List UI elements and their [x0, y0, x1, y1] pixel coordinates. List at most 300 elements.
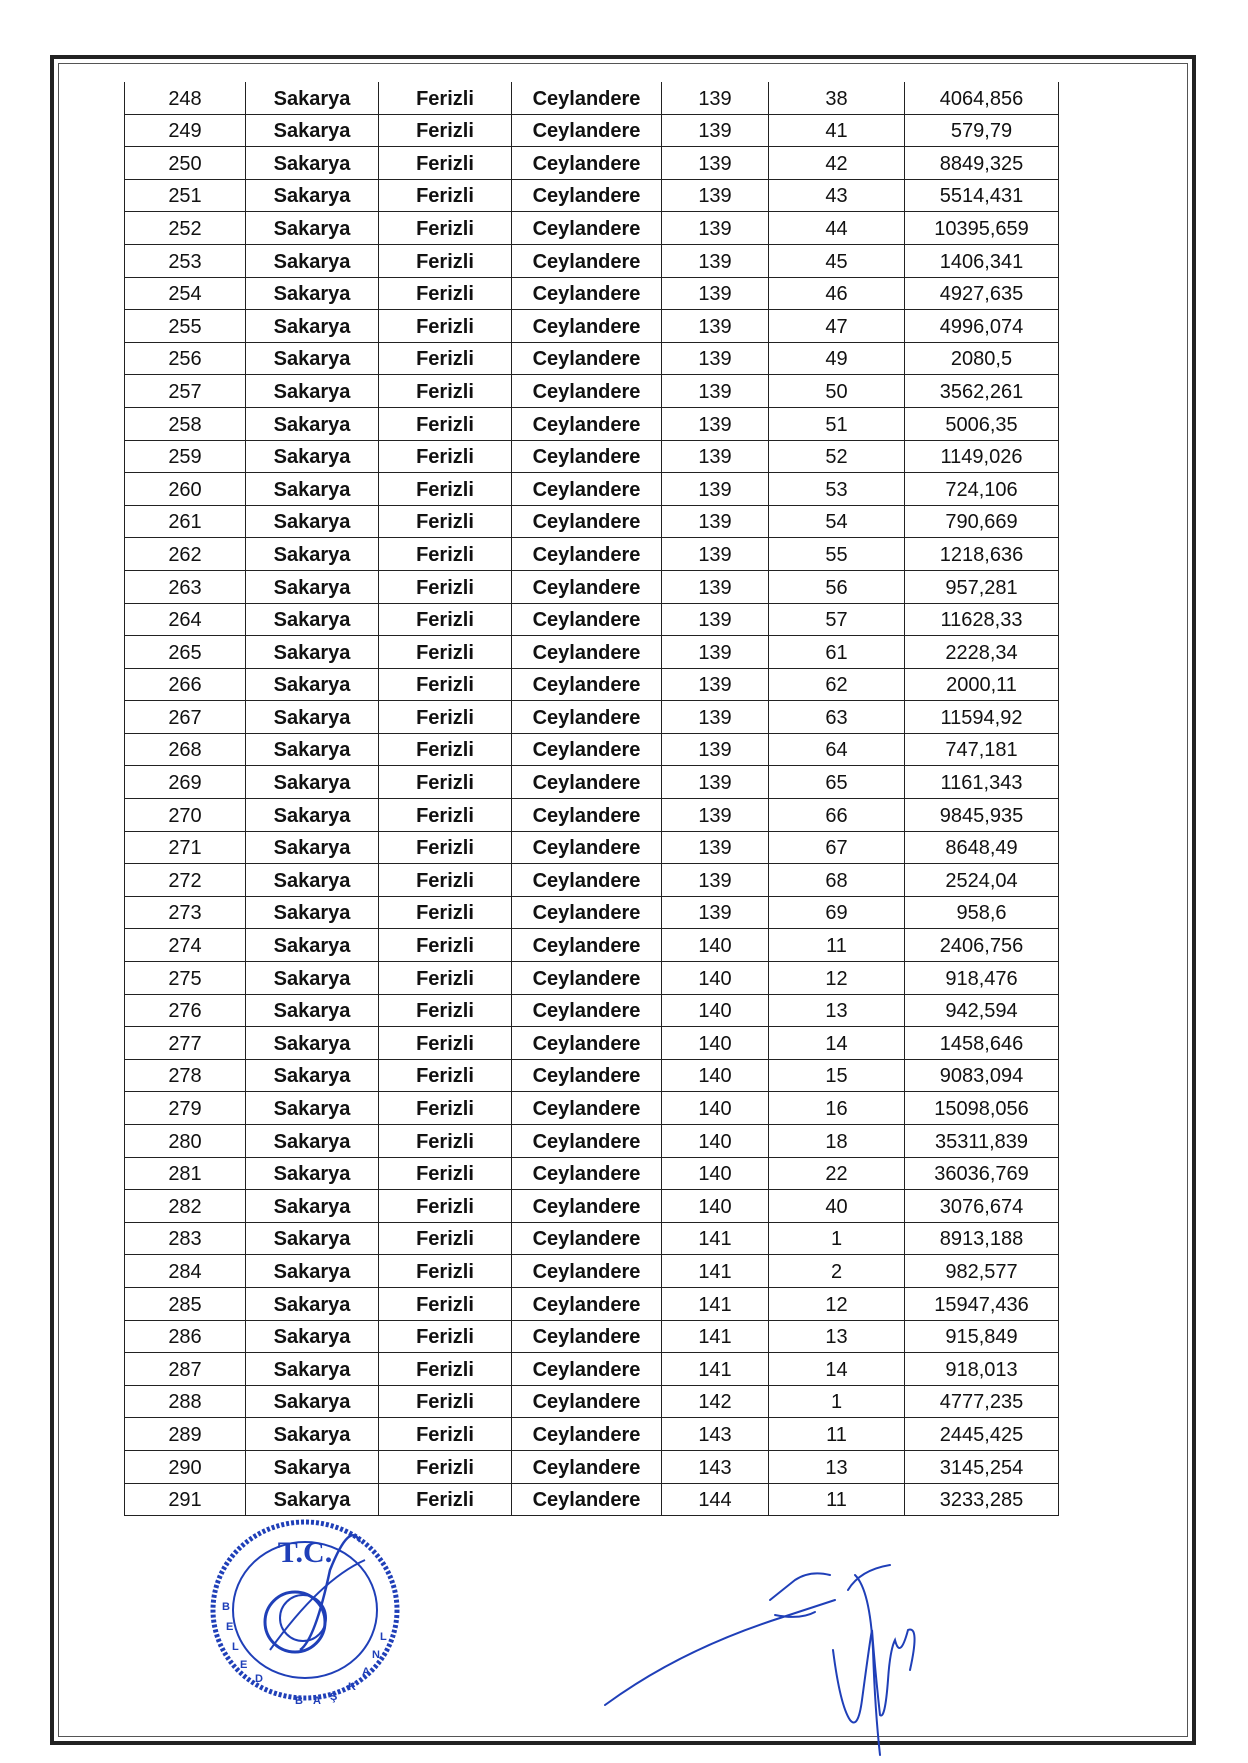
block-number-cell: 141	[662, 1287, 769, 1320]
area-cell: 982,577	[905, 1255, 1059, 1288]
district-cell: Ferizli	[379, 538, 512, 571]
block-number-cell: 139	[662, 636, 769, 669]
svg-text:E: E	[240, 1659, 248, 1671]
row-number-cell: 270	[125, 799, 246, 832]
svg-text:A: A	[313, 1695, 321, 1707]
row-number-cell: 289	[125, 1418, 246, 1451]
province-cell: Sakarya	[246, 1222, 379, 1255]
table-row	[125, 440, 1059, 473]
province-cell: Sakarya	[246, 1418, 379, 1451]
row-number-cell: 281	[125, 1157, 246, 1190]
table-row	[125, 1353, 1059, 1386]
neighborhood-cell: Ceylandere	[512, 342, 662, 375]
block-number-cell: 139	[662, 570, 769, 603]
district-cell: Ferizli	[379, 1418, 512, 1451]
province-cell: Sakarya	[246, 310, 379, 343]
block-number-cell: 140	[662, 1190, 769, 1223]
area-cell: 4777,235	[905, 1385, 1059, 1418]
district-cell: Ferizli	[379, 831, 512, 864]
row-number-cell: 253	[125, 244, 246, 277]
area-cell: 4064,856	[905, 82, 1059, 114]
official-seal	[200, 1500, 440, 1720]
parcel-number-cell: 56	[769, 570, 905, 603]
neighborhood-cell: Ceylandere	[512, 375, 662, 408]
table-row	[125, 1059, 1059, 1092]
province-cell: Sakarya	[246, 179, 379, 212]
neighborhood-cell: Ceylandere	[512, 929, 662, 962]
area-cell: 15098,056	[905, 1092, 1059, 1125]
svg-text:E: E	[226, 1621, 234, 1633]
row-number-cell: 258	[125, 407, 246, 440]
parcel-number-cell: 22	[769, 1157, 905, 1190]
province-cell: Sakarya	[246, 1092, 379, 1125]
area-cell: 3233,285	[905, 1483, 1059, 1516]
parcel-number-cell: 67	[769, 831, 905, 864]
row-number-cell: 265	[125, 636, 246, 669]
parcel-number-cell: 47	[769, 310, 905, 343]
table-row	[125, 277, 1059, 310]
neighborhood-cell: Ceylandere	[512, 1157, 662, 1190]
row-number-cell: 254	[125, 277, 246, 310]
neighborhood-cell: Ceylandere	[512, 1059, 662, 1092]
parcel-number-cell: 13	[769, 1320, 905, 1353]
row-number-cell: 276	[125, 994, 246, 1027]
block-number-cell: 139	[662, 505, 769, 538]
neighborhood-cell: Ceylandere	[512, 1125, 662, 1158]
svg-text:B: B	[295, 1695, 303, 1707]
block-number-cell: 141	[662, 1320, 769, 1353]
district-cell: Ferizli	[379, 179, 512, 212]
svg-text:A: A	[362, 1666, 370, 1678]
table-row	[125, 733, 1059, 766]
province-cell: Sakarya	[246, 929, 379, 962]
province-cell: Sakarya	[246, 82, 379, 114]
parcel-number-cell: 65	[769, 766, 905, 799]
area-cell: 8648,49	[905, 831, 1059, 864]
neighborhood-cell: Ceylandere	[512, 1190, 662, 1223]
area-cell: 942,594	[905, 994, 1059, 1027]
neighborhood-cell: Ceylandere	[512, 1450, 662, 1483]
row-number-cell: 250	[125, 147, 246, 180]
svg-text:K: K	[348, 1681, 356, 1693]
row-number-cell: 272	[125, 864, 246, 897]
parcel-number-cell: 52	[769, 440, 905, 473]
table-row	[125, 896, 1059, 929]
neighborhood-cell: Ceylandere	[512, 701, 662, 734]
province-cell: Sakarya	[246, 375, 379, 408]
parcel-number-cell: 45	[769, 244, 905, 277]
table-row	[125, 603, 1059, 636]
province-cell: Sakarya	[246, 342, 379, 375]
area-cell: 4927,635	[905, 277, 1059, 310]
district-cell: Ferizli	[379, 962, 512, 995]
parcel-number-cell: 14	[769, 1027, 905, 1060]
neighborhood-cell: Ceylandere	[512, 1027, 662, 1060]
neighborhood-cell: Ceylandere	[512, 603, 662, 636]
row-number-cell: 257	[125, 375, 246, 408]
district-cell: Ferizli	[379, 766, 512, 799]
district-cell: Ferizli	[379, 1157, 512, 1190]
table-row	[125, 994, 1059, 1027]
district-cell: Ferizli	[379, 896, 512, 929]
area-cell: 5006,35	[905, 407, 1059, 440]
parcel-number-cell: 64	[769, 733, 905, 766]
neighborhood-cell: Ceylandere	[512, 994, 662, 1027]
province-cell: Sakarya	[246, 864, 379, 897]
row-number-cell: 280	[125, 1125, 246, 1158]
block-number-cell: 143	[662, 1418, 769, 1451]
row-number-cell: 252	[125, 212, 246, 245]
area-cell: 4996,074	[905, 310, 1059, 343]
block-number-cell: 141	[662, 1255, 769, 1288]
district-cell: Ferizli	[379, 82, 512, 114]
district-cell: Ferizli	[379, 1385, 512, 1418]
row-number-cell: 251	[125, 179, 246, 212]
table-body	[125, 82, 1059, 1516]
row-number-cell: 279	[125, 1092, 246, 1125]
province-cell: Sakarya	[246, 147, 379, 180]
table-row	[125, 766, 1059, 799]
area-cell: 2080,5	[905, 342, 1059, 375]
province-cell: Sakarya	[246, 1483, 379, 1516]
parcel-number-cell: 41	[769, 114, 905, 147]
district-cell: Ferizli	[379, 864, 512, 897]
block-number-cell: 140	[662, 994, 769, 1027]
province-cell: Sakarya	[246, 733, 379, 766]
block-number-cell: 139	[662, 831, 769, 864]
area-cell: 1218,636	[905, 538, 1059, 571]
neighborhood-cell: Ceylandere	[512, 766, 662, 799]
province-cell: Sakarya	[246, 440, 379, 473]
parcel-number-cell: 43	[769, 179, 905, 212]
table-row	[125, 407, 1059, 440]
table-row	[125, 1222, 1059, 1255]
district-cell: Ferizli	[379, 1320, 512, 1353]
province-cell: Sakarya	[246, 1157, 379, 1190]
province-cell: Sakarya	[246, 505, 379, 538]
area-cell: 2228,34	[905, 636, 1059, 669]
block-number-cell: 139	[662, 147, 769, 180]
neighborhood-cell: Ceylandere	[512, 1222, 662, 1255]
table-row	[125, 375, 1059, 408]
province-cell: Sakarya	[246, 277, 379, 310]
table-row	[125, 212, 1059, 245]
table-row	[125, 114, 1059, 147]
district-cell: Ferizli	[379, 733, 512, 766]
row-number-cell: 260	[125, 473, 246, 506]
province-cell: Sakarya	[246, 1450, 379, 1483]
neighborhood-cell: Ceylandere	[512, 1255, 662, 1288]
neighborhood-cell: Ceylandere	[512, 538, 662, 571]
neighborhood-cell: Ceylandere	[512, 733, 662, 766]
parcel-number-cell: 16	[769, 1092, 905, 1125]
district-cell: Ferizli	[379, 310, 512, 343]
block-number-cell: 139	[662, 407, 769, 440]
area-cell: 5514,431	[905, 179, 1059, 212]
parcel-table	[124, 82, 1059, 1516]
row-number-cell: 287	[125, 1353, 246, 1386]
province-cell: Sakarya	[246, 1190, 379, 1223]
row-number-cell: 271	[125, 831, 246, 864]
block-number-cell: 140	[662, 929, 769, 962]
neighborhood-cell: Ceylandere	[512, 799, 662, 832]
table-row	[125, 831, 1059, 864]
province-cell: Sakarya	[246, 570, 379, 603]
area-cell: 9083,094	[905, 1059, 1059, 1092]
block-number-cell: 140	[662, 1059, 769, 1092]
province-cell: Sakarya	[246, 1027, 379, 1060]
parcel-number-cell: 68	[769, 864, 905, 897]
province-cell: Sakarya	[246, 538, 379, 571]
parcel-number-cell: 42	[769, 147, 905, 180]
block-number-cell: 140	[662, 1157, 769, 1190]
seal-title: T.C.	[277, 1536, 333, 1569]
district-cell: Ferizli	[379, 375, 512, 408]
area-cell: 1458,646	[905, 1027, 1059, 1060]
area-cell: 35311,839	[905, 1125, 1059, 1158]
block-number-cell: 141	[662, 1353, 769, 1386]
table-row	[125, 1027, 1059, 1060]
svg-text:N: N	[372, 1649, 380, 1661]
row-number-cell: 268	[125, 733, 246, 766]
area-cell: 2524,04	[905, 864, 1059, 897]
table-row	[125, 1125, 1059, 1158]
row-number-cell: 248	[125, 82, 246, 114]
row-number-cell: 255	[125, 310, 246, 343]
parcel-number-cell: 53	[769, 473, 905, 506]
table-row	[125, 1320, 1059, 1353]
district-cell: Ferizli	[379, 1287, 512, 1320]
area-cell: 3076,674	[905, 1190, 1059, 1223]
neighborhood-cell: Ceylandere	[512, 864, 662, 897]
table-row	[125, 929, 1059, 962]
block-number-cell: 139	[662, 668, 769, 701]
parcel-number-cell: 38	[769, 82, 905, 114]
district-cell: Ferizli	[379, 277, 512, 310]
neighborhood-cell: Ceylandere	[512, 1483, 662, 1516]
area-cell: 915,849	[905, 1320, 1059, 1353]
block-number-cell: 144	[662, 1483, 769, 1516]
area-cell: 11628,33	[905, 603, 1059, 636]
parcel-number-cell: 54	[769, 505, 905, 538]
block-number-cell: 139	[662, 538, 769, 571]
province-cell: Sakarya	[246, 1353, 379, 1386]
area-cell: 2445,425	[905, 1418, 1059, 1451]
district-cell: Ferizli	[379, 473, 512, 506]
table-row	[125, 1287, 1059, 1320]
block-number-cell: 141	[662, 1222, 769, 1255]
district-cell: Ferizli	[379, 668, 512, 701]
table-row	[125, 342, 1059, 375]
neighborhood-cell: Ceylandere	[512, 179, 662, 212]
district-cell: Ferizli	[379, 603, 512, 636]
province-cell: Sakarya	[246, 896, 379, 929]
parcel-number-cell: 50	[769, 375, 905, 408]
row-number-cell: 259	[125, 440, 246, 473]
province-cell: Sakarya	[246, 636, 379, 669]
parcel-number-cell: 11	[769, 929, 905, 962]
area-cell: 724,106	[905, 473, 1059, 506]
province-cell: Sakarya	[246, 701, 379, 734]
row-number-cell: 263	[125, 570, 246, 603]
province-cell: Sakarya	[246, 1255, 379, 1288]
block-number-cell: 139	[662, 766, 769, 799]
parcel-number-cell: 63	[769, 701, 905, 734]
district-cell: Ferizli	[379, 342, 512, 375]
table-row	[125, 799, 1059, 832]
province-cell: Sakarya	[246, 799, 379, 832]
parcel-number-cell: 12	[769, 1287, 905, 1320]
district-cell: Ferizli	[379, 114, 512, 147]
province-cell: Sakarya	[246, 1059, 379, 1092]
signature	[590, 1530, 970, 1760]
district-cell: Ferizli	[379, 505, 512, 538]
district-cell: Ferizli	[379, 1092, 512, 1125]
row-number-cell: 288	[125, 1385, 246, 1418]
neighborhood-cell: Ceylandere	[512, 440, 662, 473]
parcel-number-cell: 13	[769, 994, 905, 1027]
parcel-number-cell: 14	[769, 1353, 905, 1386]
province-cell: Sakarya	[246, 407, 379, 440]
block-number-cell: 142	[662, 1385, 769, 1418]
svg-text:L: L	[232, 1641, 239, 1653]
neighborhood-cell: Ceylandere	[512, 668, 662, 701]
province-cell: Sakarya	[246, 114, 379, 147]
row-number-cell: 256	[125, 342, 246, 375]
svg-text:L: L	[380, 1631, 387, 1643]
area-cell: 15947,436	[905, 1287, 1059, 1320]
table-row	[125, 636, 1059, 669]
parcel-number-cell: 57	[769, 603, 905, 636]
table-row	[125, 1255, 1059, 1288]
province-cell: Sakarya	[246, 473, 379, 506]
row-number-cell: 283	[125, 1222, 246, 1255]
area-cell: 2406,756	[905, 929, 1059, 962]
neighborhood-cell: Ceylandere	[512, 570, 662, 603]
parcel-number-cell: 1	[769, 1222, 905, 1255]
block-number-cell: 139	[662, 603, 769, 636]
parcel-number-cell: 51	[769, 407, 905, 440]
parcel-number-cell: 49	[769, 342, 905, 375]
province-cell: Sakarya	[246, 766, 379, 799]
row-number-cell: 286	[125, 1320, 246, 1353]
province-cell: Sakarya	[246, 1125, 379, 1158]
table-row	[125, 962, 1059, 995]
neighborhood-cell: Ceylandere	[512, 147, 662, 180]
row-number-cell: 249	[125, 114, 246, 147]
area-cell: 11594,92	[905, 701, 1059, 734]
province-cell: Sakarya	[246, 1385, 379, 1418]
parcel-number-cell: 69	[769, 896, 905, 929]
block-number-cell: 139	[662, 82, 769, 114]
row-number-cell: 261	[125, 505, 246, 538]
neighborhood-cell: Ceylandere	[512, 896, 662, 929]
block-number-cell: 139	[662, 114, 769, 147]
parcel-number-cell: 12	[769, 962, 905, 995]
area-cell: 918,013	[905, 1353, 1059, 1386]
neighborhood-cell: Ceylandere	[512, 1418, 662, 1451]
area-cell: 8849,325	[905, 147, 1059, 180]
area-cell: 3145,254	[905, 1450, 1059, 1483]
parcel-number-cell: 2	[769, 1255, 905, 1288]
district-cell: Ferizli	[379, 244, 512, 277]
block-number-cell: 139	[662, 342, 769, 375]
neighborhood-cell: Ceylandere	[512, 1092, 662, 1125]
district-cell: Ferizli	[379, 1450, 512, 1483]
province-cell: Sakarya	[246, 831, 379, 864]
table-row	[125, 505, 1059, 538]
district-cell: Ferizli	[379, 147, 512, 180]
neighborhood-cell: Ceylandere	[512, 1385, 662, 1418]
area-cell: 958,6	[905, 896, 1059, 929]
block-number-cell: 139	[662, 473, 769, 506]
neighborhood-cell: Ceylandere	[512, 505, 662, 538]
parcel-number-cell: 66	[769, 799, 905, 832]
block-number-cell: 139	[662, 244, 769, 277]
area-cell: 8913,188	[905, 1222, 1059, 1255]
area-cell: 790,669	[905, 505, 1059, 538]
area-cell: 1161,343	[905, 766, 1059, 799]
block-number-cell: 139	[662, 799, 769, 832]
parcel-number-cell: 46	[769, 277, 905, 310]
parcel-number-cell: 11	[769, 1418, 905, 1451]
province-cell: Sakarya	[246, 244, 379, 277]
block-number-cell: 139	[662, 896, 769, 929]
parcel-number-cell: 15	[769, 1059, 905, 1092]
area-cell: 1149,026	[905, 440, 1059, 473]
block-number-cell: 140	[662, 1027, 769, 1060]
table-row	[125, 310, 1059, 343]
area-cell: 9845,935	[905, 799, 1059, 832]
province-cell: Sakarya	[246, 212, 379, 245]
block-number-cell: 139	[662, 375, 769, 408]
district-cell: Ferizli	[379, 1125, 512, 1158]
parcel-number-cell: 40	[769, 1190, 905, 1223]
block-number-cell: 143	[662, 1450, 769, 1483]
table-row	[125, 668, 1059, 701]
neighborhood-cell: Ceylandere	[512, 82, 662, 114]
province-cell: Sakarya	[246, 668, 379, 701]
province-cell: Sakarya	[246, 1287, 379, 1320]
row-number-cell: 290	[125, 1450, 246, 1483]
neighborhood-cell: Ceylandere	[512, 831, 662, 864]
district-cell: Ferizli	[379, 570, 512, 603]
table-row	[125, 473, 1059, 506]
table-row	[125, 1450, 1059, 1483]
svg-text:D: D	[255, 1673, 263, 1685]
parcel-number-cell: 62	[769, 668, 905, 701]
row-number-cell: 269	[125, 766, 246, 799]
district-cell: Ferizli	[379, 407, 512, 440]
parcel-number-cell: 18	[769, 1125, 905, 1158]
area-cell: 579,79	[905, 114, 1059, 147]
parcel-number-cell: 11	[769, 1483, 905, 1516]
table-row	[125, 538, 1059, 571]
block-number-cell: 139	[662, 212, 769, 245]
district-cell: Ferizli	[379, 1059, 512, 1092]
area-cell: 3562,261	[905, 375, 1059, 408]
row-number-cell: 274	[125, 929, 246, 962]
block-number-cell: 139	[662, 310, 769, 343]
block-number-cell: 140	[662, 962, 769, 995]
row-number-cell: 275	[125, 962, 246, 995]
block-number-cell: 140	[662, 1092, 769, 1125]
table-row	[125, 570, 1059, 603]
table-row	[125, 244, 1059, 277]
row-number-cell: 277	[125, 1027, 246, 1060]
district-cell: Ferizli	[379, 636, 512, 669]
neighborhood-cell: Ceylandere	[512, 310, 662, 343]
